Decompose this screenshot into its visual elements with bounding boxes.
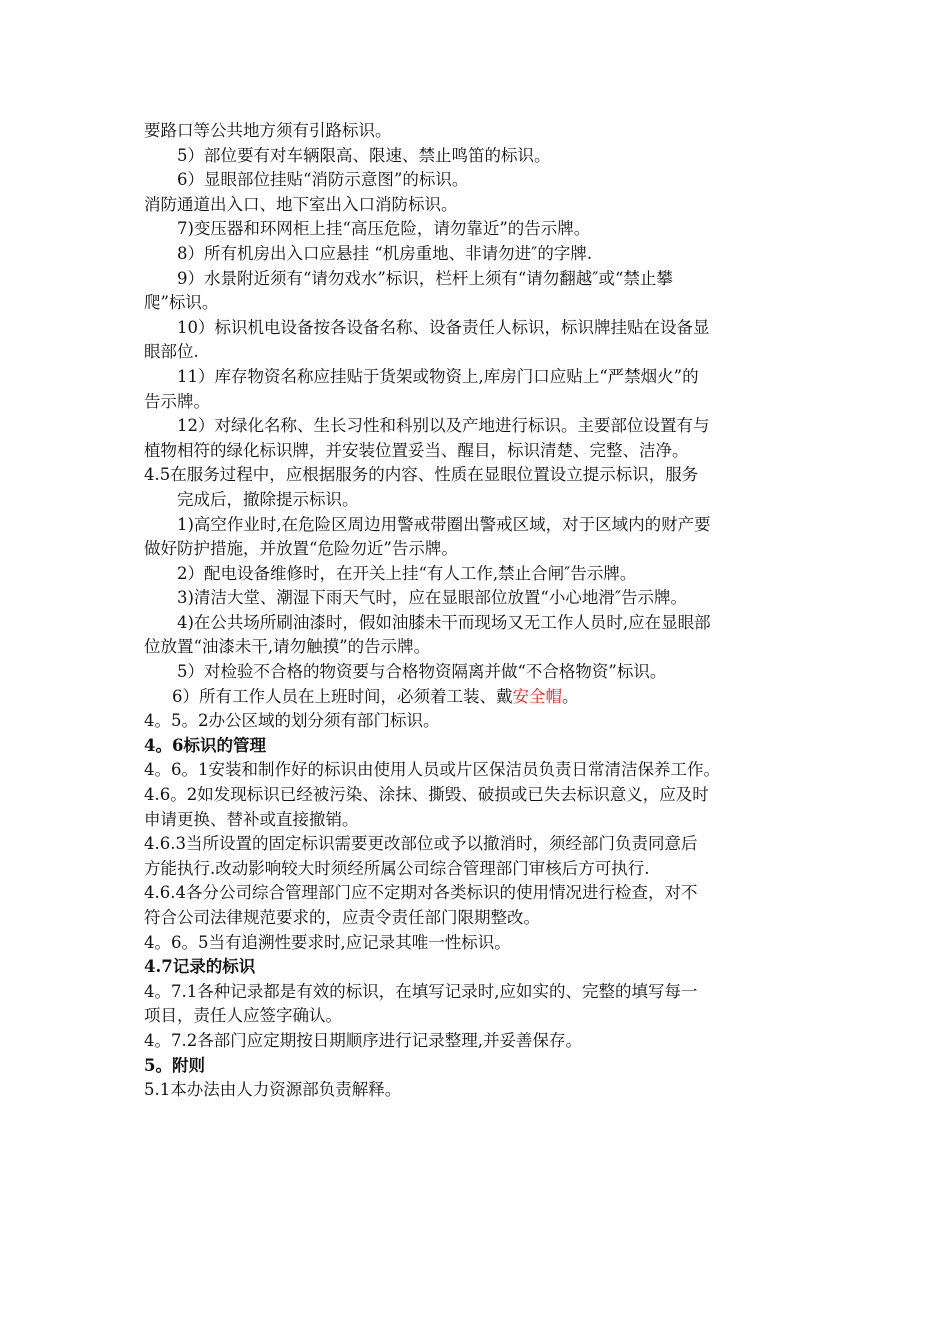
line-text: 10）标识机电设备按各设备名称、设备责任人标识，标识牌挂贴在设备显 bbox=[177, 317, 710, 337]
line-text: 5.1本办法由人力资源部负责解释。 bbox=[144, 1080, 402, 1100]
text-line bbox=[144, 808, 809, 833]
line-text: 眼部位. bbox=[144, 342, 199, 362]
text-line bbox=[144, 168, 809, 193]
document-page bbox=[144, 119, 809, 1103]
text-line bbox=[144, 193, 809, 218]
line-text: 4.6.3当所设置的固定标识需要更改部位或予以撤消时，须经部门负责同意后 bbox=[144, 834, 698, 854]
line-text: 4.6.4各分公司综合管理部门应不定期对各类标识的使用情况进行检查，对不 bbox=[144, 883, 698, 903]
line-text: 6）所有工作人员在上班时间，必须着工装、戴 bbox=[172, 686, 513, 706]
text-line bbox=[144, 316, 809, 341]
text-line bbox=[144, 660, 809, 685]
line-text: 5）部位要有对车辆限高、限速、禁止鸣笛的标识。 bbox=[177, 145, 551, 165]
text-line bbox=[144, 586, 809, 611]
line-text: 4.6。2如发现标识已经被污染、涂抹、撕毁、破损或已失去标识意义，应及时 bbox=[144, 785, 709, 805]
text-line bbox=[144, 537, 809, 562]
text-line bbox=[144, 562, 809, 587]
text-line bbox=[144, 1054, 809, 1079]
line-text: 3)清洁大堂、潮湿下雨天气时，应在显眼部位放置“小心地滑″告示牌。 bbox=[177, 588, 688, 608]
text-line bbox=[144, 881, 809, 906]
text-line bbox=[144, 513, 809, 538]
text-line bbox=[144, 832, 809, 857]
text-line bbox=[144, 291, 809, 316]
line-text: 方能执行.改动影响较大时须经所属公司综合管理部门审核后方可执行. bbox=[144, 858, 650, 878]
line-text: 4。7.1各种记录都是有效的标识，在填写记录时,应如实的、完整的填写每一 bbox=[144, 981, 698, 1001]
text-line bbox=[144, 390, 809, 415]
text-line bbox=[144, 611, 809, 636]
text-line bbox=[144, 783, 809, 808]
text-line bbox=[144, 414, 809, 439]
line-text: 4.5在服务过程中，应根据服务的内容、性质在显眼位置设立提示标识，服务 bbox=[144, 465, 699, 485]
text-line bbox=[144, 1029, 809, 1054]
line-text: 5。附则 bbox=[144, 1055, 205, 1075]
line-text: 4。5。2办公区域的划分须有部门标识。 bbox=[144, 711, 440, 731]
text-line bbox=[144, 685, 809, 710]
line-text: 完成后，撤除提示标识。 bbox=[177, 489, 359, 509]
text-line bbox=[144, 709, 809, 734]
highlighted-text: 安全帽 bbox=[512, 686, 562, 706]
line-text: 4。6标识的管理 bbox=[144, 735, 266, 755]
text-line bbox=[144, 734, 809, 759]
text-line bbox=[144, 463, 809, 488]
line-text: 6）显眼部位挂贴“消防示意图”的标识。 bbox=[177, 170, 469, 190]
line-text: 4。6。1安装和制作好的标识由使用人员或片区保洁员负责日常清洁保养工作。 bbox=[144, 760, 720, 780]
text-line bbox=[144, 242, 809, 267]
text-line bbox=[144, 955, 809, 980]
text-line bbox=[144, 906, 809, 931]
line-text: 消防通道出入口、地下室出入口消防标识。 bbox=[144, 194, 458, 214]
line-text: 12）对绿化名称、生长习性和科别以及产地进行标识。主要部位设置有与 bbox=[177, 416, 710, 436]
text-line bbox=[144, 267, 809, 292]
line-text: 4。6。5当有追溯性要求时,应记录其唯一性标识。 bbox=[144, 932, 511, 952]
line-text: 申请更换、替补或直接撤销。 bbox=[144, 809, 359, 829]
text-line bbox=[144, 635, 809, 660]
text-line bbox=[144, 217, 809, 242]
line-text-tail: 。 bbox=[562, 686, 579, 706]
line-text: 7)变压器和环网柜上挂“高压危险，请勿靠近”的告示牌。 bbox=[177, 219, 591, 239]
line-text: 8）所有机房出入口应悬挂 “机房重地、非请勿进″的字牌. bbox=[177, 243, 593, 263]
line-text: 告示牌。 bbox=[144, 391, 210, 411]
line-text: 1)高空作业时,在危险区周边用警戒带圈出警戒区域，对于区域内的财产要 bbox=[177, 514, 711, 534]
line-text: 4。7.2各部门应定期按日期顺序进行记录整理,并妥善保存。 bbox=[144, 1030, 582, 1050]
text-line bbox=[144, 144, 809, 169]
line-text: 9）水景附近须有“请勿戏水”标识，栏杆上须有“请勿翻越″或“禁止攀 bbox=[177, 268, 673, 288]
text-line bbox=[144, 119, 809, 144]
line-text: 植物相符的绿化标识牌，并安装位置妥当、醒目，标识清楚、完整、洁净。 bbox=[144, 440, 689, 460]
line-text: 5）对检验不合格的物资要与合格物资隔离并做“不合格物资”标识。 bbox=[177, 662, 667, 682]
text-line bbox=[144, 488, 809, 513]
text-line bbox=[144, 857, 809, 882]
line-text: 爬”标识。 bbox=[144, 293, 219, 313]
line-text: 4)在公共场所刷油漆时，假如油膝未干而现场又无工作人员时,应在显眼部 bbox=[177, 612, 711, 632]
line-text: 做好防护措施，并放置“危险勿近”告示牌。 bbox=[144, 539, 458, 559]
line-text: 2）配电设备维修时，在开关上挂“有人工作,禁止合闸″告示牌。 bbox=[177, 563, 637, 583]
line-text: 符合公司法律规范要求的，应责令责任部门限期整改。 bbox=[144, 908, 540, 927]
text-line bbox=[144, 1004, 809, 1029]
text-line bbox=[144, 1078, 809, 1103]
text-line bbox=[144, 439, 809, 464]
text-line bbox=[144, 365, 809, 390]
text-line bbox=[144, 340, 809, 365]
line-text: 11）库存物资名称应挂贴于货架或物资上,库房门口应贴上“严禁烟火”的 bbox=[177, 366, 699, 386]
line-text: 要路口等公共地方须有引路标识。 bbox=[144, 121, 392, 140]
line-text: 位放置“油漆未干,请勿触摸”的告示牌。 bbox=[144, 637, 431, 657]
text-line bbox=[144, 931, 809, 956]
text-line bbox=[144, 980, 809, 1005]
line-text: 4.7记录的标识 bbox=[144, 957, 256, 977]
text-line bbox=[144, 758, 809, 783]
line-text: 项目，责任人应签字确认。 bbox=[144, 1006, 342, 1026]
